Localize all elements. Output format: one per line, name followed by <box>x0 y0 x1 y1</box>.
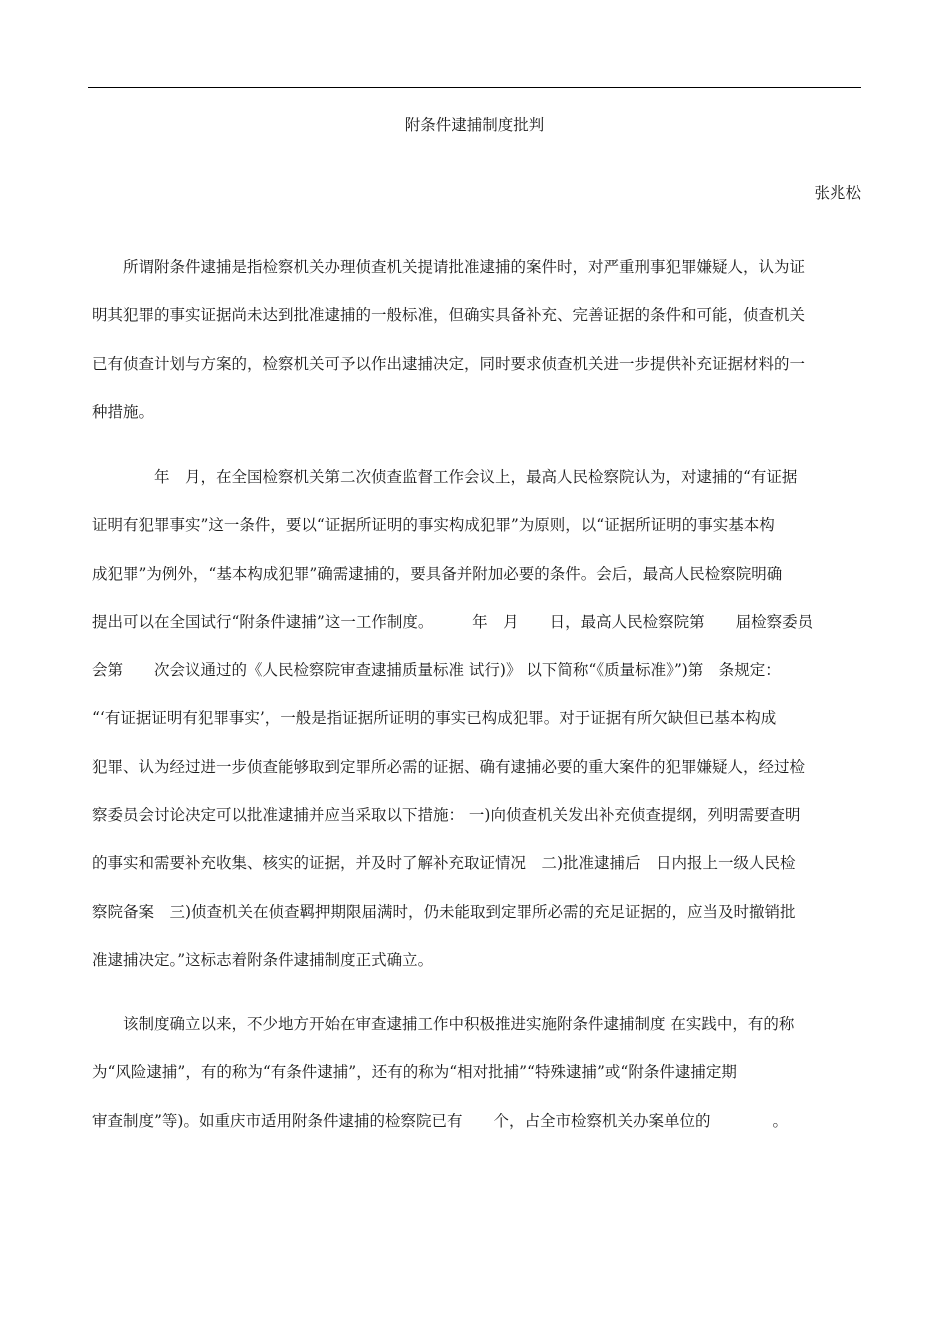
text-line: 该制度确立以来，不少地方开始在审查逮捕工作中积极推进实施附条件逮捕制度 在实践中，有的称 <box>92 1015 795 1033</box>
paragraph-2 <box>92 453 858 984</box>
text-line: 已有侦查计划与方案的，检察机关可予以作出逮捕决定，同时要求侦查机关进一步提供补充证据材料的一 <box>92 354 806 373</box>
paragraph-3 <box>92 1000 858 1145</box>
text-line: 准逮捕决定。”这标志着附条件逮捕制度正式确立。 <box>92 950 434 969</box>
author-name: 张兆松 <box>814 184 861 202</box>
text-line: 犯罪、认为经过进一步侦查能够取到定罪所必需的证据、确有逮捕必要的重大案件的犯罪嫌疑人，经过检 <box>92 757 806 776</box>
text-line: 成犯罪”为例外，“基本构成犯罪”确需逮捕的，要具备并附加必要的条件。会后，最高人民检察院明确 <box>92 564 783 583</box>
text-line: 会第 次会议通过的《人民检察院审查逮捕质量标准 试行)》 以下简称“《质量标准》”)第 条规定： <box>92 661 781 680</box>
text-line: 察院备案 三)侦查机关在侦查羁押期限届满时，仍未能取到定罪所必需的充足证据的，应当及时撤销批 <box>92 902 796 921</box>
text-line: 的事实和需要补充收集、核实的证据，并及时了解补充取证情况 二)批准逮捕后 日内报上一级人民检 <box>92 854 796 873</box>
text-line: 察委员会讨论决定可以批准逮捕并应当采取以下措施： 一)向侦查机关发出补充侦查提纲，列明需要查明 <box>92 806 801 825</box>
text-line: “‘有证据证明有犯罪事实’，一般是指证据所证明的事实已构成犯罪。对于证据有所欠缺但已基本构成 <box>92 709 777 728</box>
text-line: 种措施。 <box>92 402 155 421</box>
document-title: 附条件逮捕制度批判 <box>404 116 545 134</box>
text-line: 提出可以在全国试行“附条件逮捕”这一工作制度。 年 月 日，最高人民检察院第 届检察委员 <box>92 612 814 631</box>
text-line: 明其犯罪的事实证据尚未达到批准逮捕的一般标准，但确实具备补充、完善证据的条件和可能，侦查机关 <box>92 306 806 325</box>
text-line: 为“风险逮捕”，有的称为“有条件逮捕”，还有的称为“相对批捕”“特殊逮捕”或“附条件逮捕定期 <box>92 1063 737 1082</box>
paragraph-1 <box>92 243 858 436</box>
text-line: 证明有犯罪事实”这一条件，要以“证据所证明的事实构成犯罪”为原则，以“证据所证明的事实基本构 <box>92 516 775 535</box>
text-line: 年 月，在全国检察机关第二次侦查监督工作会议上，最高人民检察院认为，对逮捕的“有证据 <box>92 468 798 486</box>
text-line: 所谓附条件逮捕是指检察机关办理侦查机关提请批准逮捕的案件时，对严重刑事犯罪嫌疑人，认为证 <box>92 258 806 276</box>
text-line: 审查制度”等)。如重庆市适用附条件逮捕的检察院已有 个，占全市检察机关办案单位的 。 <box>92 1111 788 1130</box>
header-rule <box>88 87 861 88</box>
